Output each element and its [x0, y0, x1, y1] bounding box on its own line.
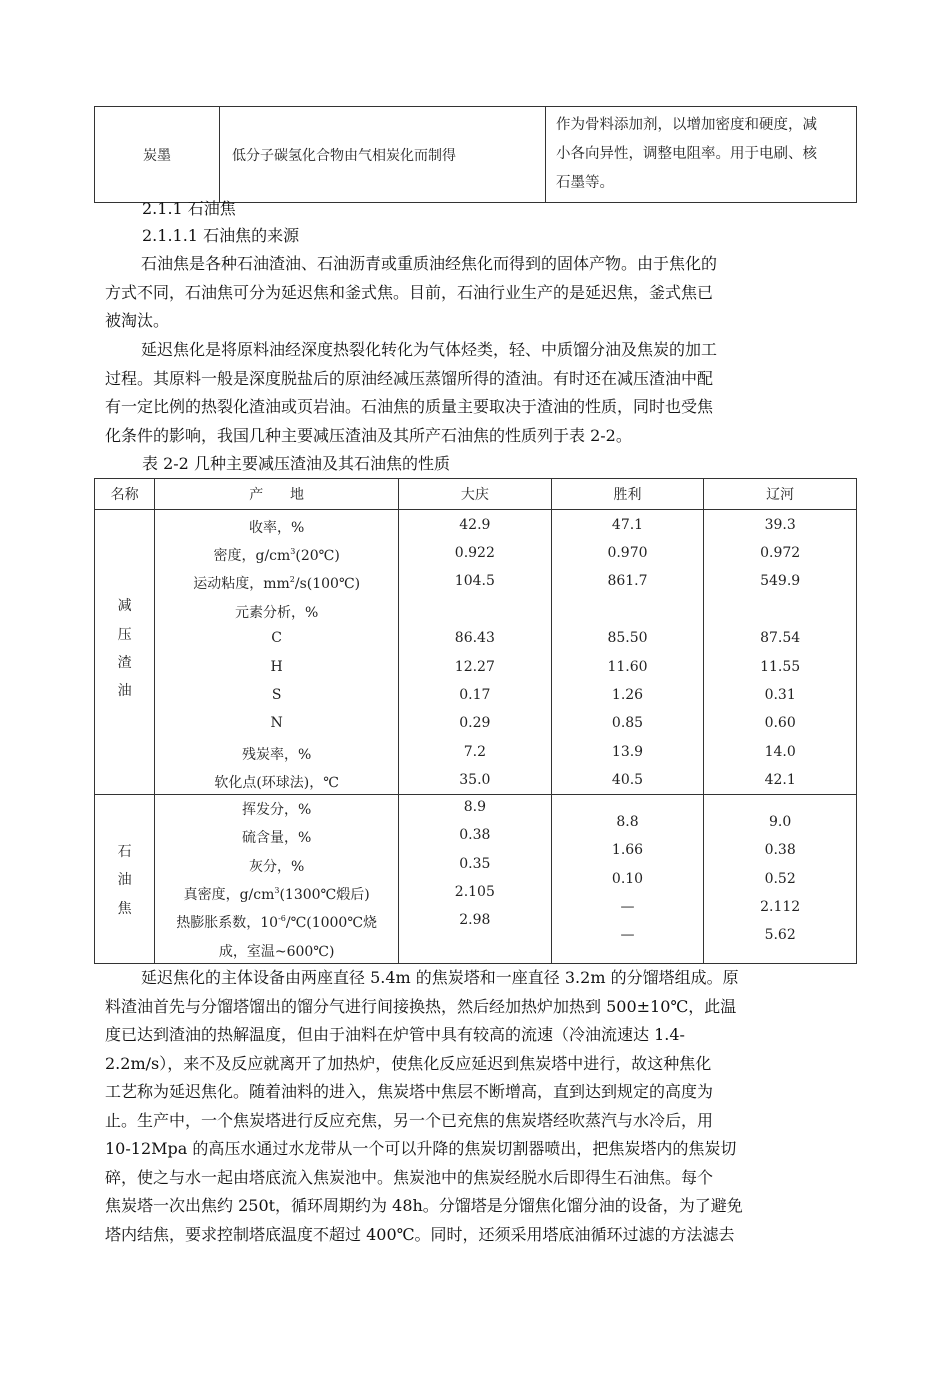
header-shengli: 胜利	[551, 479, 704, 510]
value: 0.10	[611, 871, 644, 887]
value: 2.98	[459, 912, 491, 928]
value: 86.43	[454, 630, 495, 646]
residue-label-cell	[95, 510, 155, 795]
text-line: 被淘汰。	[105, 311, 170, 330]
section-heading: 2.1.1 石油焦	[142, 199, 236, 218]
value: 39.3	[764, 517, 796, 533]
text-line: 有一定比例的热裂化渣油或页岩油。石油焦的质量主要取决于渣油的性质，同时也受焦	[105, 397, 714, 416]
paragraph-delayed-coking-equipment	[105, 964, 850, 1249]
coke-label-char: 石	[117, 844, 132, 860]
value: 5.62	[764, 927, 796, 943]
value: 1.66	[611, 842, 644, 858]
value: —	[620, 927, 635, 943]
text-line: 度已达到渣油的热解温度，但由于油料在炉管中具有较高的流速（冷油流速达 1.4-	[105, 1025, 685, 1044]
text-line: 方式不同，石油焦可分为延迟焦和釜式焦。目前，石油行业生产的是延迟焦，釜式焦已	[105, 282, 714, 302]
property-label: 挥发分，%	[241, 802, 312, 818]
value: 0.38	[764, 842, 796, 858]
property-label: 成，室温~600℃)	[218, 944, 335, 960]
table-row	[95, 107, 857, 203]
property-label: 残炭率，%	[241, 747, 312, 763]
residue-label-char: 渣	[117, 655, 132, 671]
value: 0.922	[454, 545, 495, 561]
property-label: S	[271, 687, 282, 703]
value: 549.9	[760, 573, 801, 589]
value: 0.38	[459, 827, 491, 843]
value: 42.9	[459, 517, 491, 533]
value: 0.85	[611, 715, 644, 731]
text-line: 10-12Mpa 的高压水通过水龙带从一个可以升降的焦炭切割器喷出，把焦炭塔内的焦炭切	[105, 1139, 737, 1158]
value: 0.31	[764, 687, 796, 703]
value: 0.970	[607, 545, 648, 561]
residue-label-char: 减	[117, 598, 132, 614]
value: 2.112	[760, 899, 801, 915]
value: 0.60	[764, 715, 796, 731]
residue-shengli-cell	[551, 510, 704, 795]
use-line: 作为骨料添加剂，以增加密度和硬度，减	[556, 117, 817, 133]
text-line: 止。生产中，一个焦炭塔进行反应充焦，另一个已充焦的焦炭塔经吹蒸汽与水冷后，用	[105, 1110, 714, 1130]
property-label: 收率，%	[248, 520, 305, 536]
header-liaohe: 辽河	[704, 479, 857, 510]
text-line: 料渣油首先与分馏塔馏出的馏分气进行间接换热，然后经加热炉加热到 500±10℃，此温	[105, 996, 737, 1016]
table-caption: 表 2-2 几种主要减压渣油及其石油焦的性质	[142, 454, 450, 473]
value: —	[620, 899, 635, 915]
text-line: 过程。其原料一般是深度脱盐后的原油经减压蒸馏所得的渣油。有时还在减压渣油中配	[105, 368, 714, 388]
header-name: 名称	[95, 479, 155, 510]
coke-shengli-cell	[551, 795, 704, 964]
value: 2.105	[454, 884, 495, 900]
coke-label-char: 焦	[117, 901, 132, 917]
value: 11.55	[760, 659, 801, 675]
value: 85.50	[607, 630, 648, 646]
value: 0.29	[459, 715, 491, 731]
carbon-material-table-fragment	[94, 106, 857, 203]
property-label: 真密度，$g/cm^3(1300℃$煅后)	[183, 886, 370, 903]
material-use-cell	[546, 107, 857, 203]
table-header-row	[95, 479, 857, 510]
value: 0.52	[764, 871, 796, 887]
material-name-cell: 炭墨	[95, 107, 220, 203]
material-process-cell: 低分子碳氢化合物由气相炭化而制得	[220, 107, 546, 203]
property-label: 软化点(环球法)，℃	[214, 775, 339, 791]
residue-daqing-cell	[399, 510, 552, 795]
value: 42.1	[764, 772, 796, 788]
value: 12.27	[454, 659, 495, 675]
property-label: N	[270, 715, 283, 731]
property-label: 灰分，%	[248, 859, 305, 875]
header-daqing: 大庆	[399, 479, 552, 510]
coke-property-cell	[155, 795, 399, 964]
residue-coke-properties-table	[94, 478, 857, 964]
value: 14.0	[764, 744, 796, 760]
value: 9.0	[769, 814, 792, 830]
text-line: 工艺称为延迟焦化。随着油料的进入，焦炭塔中焦层不断增高，直到达到规定的高度为	[105, 1082, 714, 1101]
property-label: H	[270, 659, 283, 675]
property-label: 元素分析，%	[234, 605, 319, 621]
residue-section-row	[95, 510, 857, 795]
value: 0.972	[760, 545, 801, 561]
coke-liaohe-cell	[704, 795, 857, 964]
property-label: 运动粘度，$mm^2/s(100℃)$	[193, 575, 361, 592]
property-label: 热膨胀系数，$10^{-6}/℃(1000℃$烧	[176, 914, 378, 931]
text-line: 延迟焦化的主体设备由两座直径 5.4m 的焦炭塔和一座直径 3.2m 的分馏塔组成。原	[141, 968, 739, 987]
residue-liaohe-cell	[704, 510, 857, 795]
value: 861.7	[607, 573, 648, 589]
property-label: C	[271, 630, 282, 646]
header-origin: 产 地	[155, 479, 399, 510]
text-line: 2.2m/s），来不及反应就离开了加热炉，使焦化反应延迟到焦炭塔中进行，故这种焦化	[105, 1053, 712, 1073]
coke-label-char: 油	[117, 872, 132, 888]
value: 40.5	[611, 772, 644, 788]
value: 7.2	[463, 744, 486, 760]
text-line: 碎，使之与水一起由塔底流入焦炭池中。焦炭池中的焦炭经脱水后即得生石油焦。每个	[105, 1167, 714, 1187]
text-line: 焦炭塔一次出焦约 250t，循环周期约为 48h。分馏塔是分馏焦化馏分油的设备，为了避免	[105, 1196, 743, 1215]
residue-label-char: 油	[117, 683, 132, 699]
value: 47.1	[611, 517, 644, 533]
property-label: 密度，$g/cm^3(20℃)$	[213, 547, 340, 564]
residue-property-cell	[155, 510, 399, 795]
text-line: 塔内结焦，要求控制塔底温度不超过 400℃。同时，还须采用塔底油循环过滤的方法滤去	[105, 1224, 735, 1244]
paragraph-delayed-coking	[105, 336, 850, 450]
value: 87.54	[760, 630, 801, 646]
value: 13.9	[611, 744, 644, 760]
value: 0.17	[459, 687, 491, 703]
text-line: 化条件的影响，我国几种主要减压渣油及其所产石油焦的性质列于表 2-2。	[105, 425, 632, 445]
text-line: 延迟焦化是将原料油经深度热裂化转化为气体烃类，轻、中质馏分油及焦炭的加工	[141, 340, 718, 359]
paragraph-petroleum-coke-source	[105, 250, 850, 336]
coke-label-cell	[95, 795, 155, 964]
value: 0.35	[459, 856, 491, 872]
text-line: 石油焦是各种石油渣油、石油沥青或重质油经焦化而得到的固体产物。由于焦化的	[141, 254, 718, 273]
value: 11.60	[607, 659, 648, 675]
value: 104.5	[454, 573, 495, 589]
value: 1.26	[611, 687, 644, 703]
value: 35.0	[459, 772, 491, 788]
use-line: 石墨等。	[556, 175, 614, 191]
coke-section-row	[95, 795, 857, 964]
use-line: 小各向异性，调整电阻率。用于电刷、核	[556, 146, 817, 162]
value: 8.8	[616, 814, 639, 830]
property-label: 硫含量，%	[241, 830, 312, 846]
subsection-heading: 2.1.1.1 石油焦的来源	[142, 226, 300, 245]
coke-daqing-cell	[399, 795, 552, 964]
residue-label-char: 压	[117, 627, 132, 643]
value: 8.9	[463, 799, 486, 815]
